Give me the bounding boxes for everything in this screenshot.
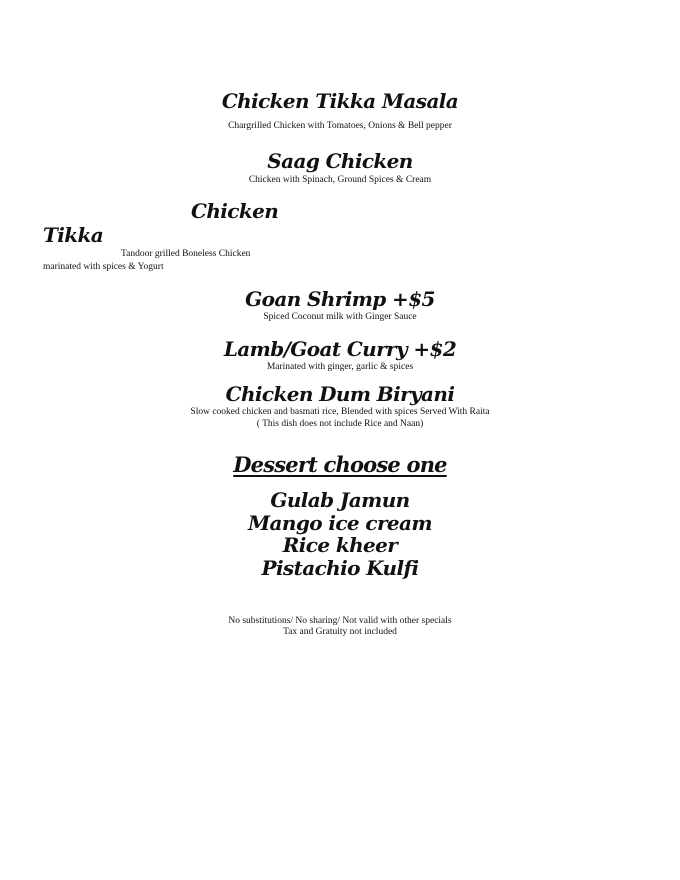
dish-name-chicken-tikka-line1: Chicken [191, 199, 279, 223]
dessert-item-rice-kheer: Rice kheer [282, 533, 398, 557]
dish-name-chicken-tikka-line2: Tikka [43, 223, 104, 247]
dish-description-goan-shrimp: Spiced Coconut milk with Ginger Sauce [263, 312, 417, 322]
dish-description-chicken-tikka-masala: Chargrilled Chicken with Tomatoes, Onions & Bell pepper [228, 121, 452, 131]
dessert-item-mango-ice-cream: Mango ice cream [248, 511, 432, 535]
dish-name-goan-shrimp: Goan Shrimp +$5 [245, 287, 435, 311]
dish-name-saag-chicken: Saag Chicken [267, 149, 413, 173]
dish-description-chicken-tikka-line1: Tandoor grilled Boneless Chicken [121, 249, 251, 259]
dessert-item-pistachio-kulfi: Pistachio Kulfi [261, 556, 419, 580]
dish-description-chicken-tikka-line2: marinated with spices & Yogurt [43, 262, 164, 272]
dish-description-chicken-dum-biryani: Slow cooked chicken and basmati rice, Blended with spices Served With Raita [190, 407, 490, 417]
dessert-section-title: Dessert choose one [233, 452, 447, 477]
footer-policy-line: No substitutions/ No sharing/ Not valid with other specials [228, 616, 452, 626]
dish-description-lamb-goat-curry: Marinated with ginger, garlic & spices [266, 362, 414, 372]
dish-note-chicken-dum-biryani: ( This dish does not include Rice and Naan) [256, 419, 424, 429]
dish-name-chicken-dum-biryani: Chicken Dum Biryani [225, 382, 455, 406]
footer-tax-line: Tax and Gratuity not included [283, 627, 397, 637]
dish-name-chicken-tikka-masala: Chicken Tikka Masala [221, 89, 459, 113]
dish-name-lamb-goat-curry: Lamb/Goat Curry +$2 [223, 337, 457, 361]
dish-description-saag-chicken: Chicken with Spinach, Ground Spices & Cream [248, 175, 432, 185]
dessert-item-gulab-jamun: Gulab Jamun [270, 488, 410, 512]
